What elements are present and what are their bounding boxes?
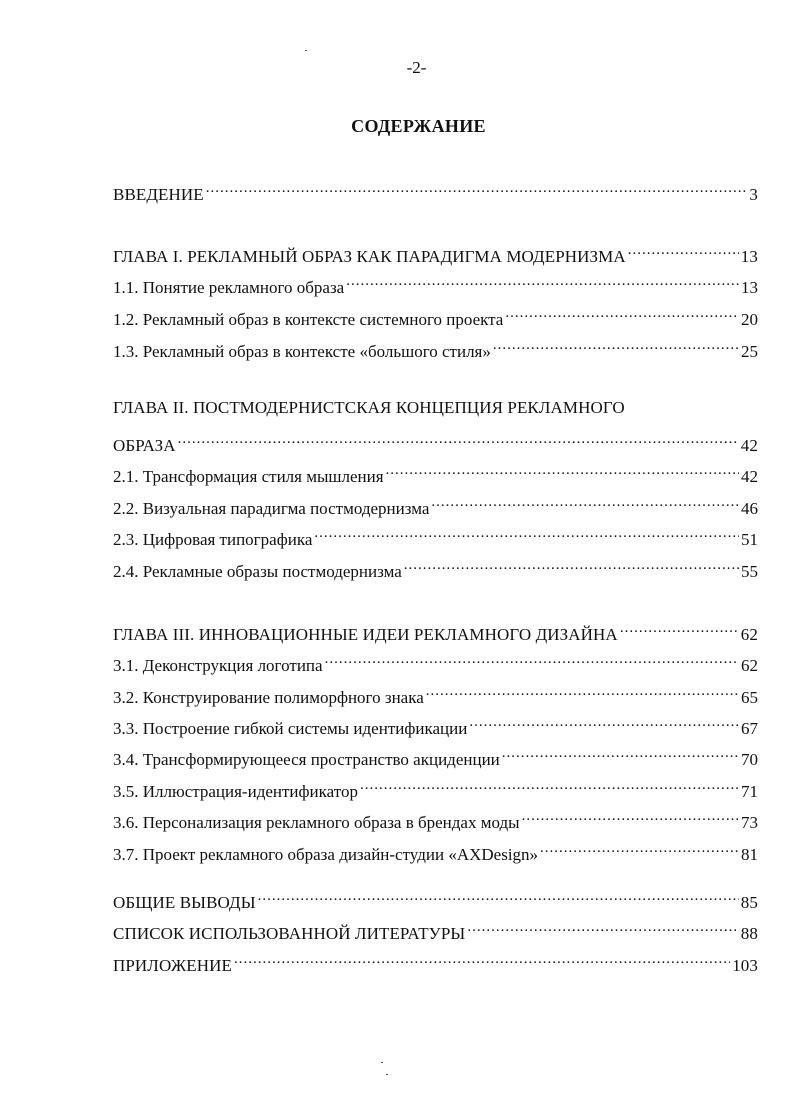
toc-entry-label: 1.3. Рекламный образ в контексте «большого стиля»: [113, 342, 491, 361]
toc-entry-page: 71: [741, 782, 758, 801]
toc-entry-section-2-3[interactable]: [113, 523, 758, 551]
toc-entry-section-3-3[interactable]: [113, 712, 758, 740]
toc-entry-section-3-7[interactable]: [113, 838, 758, 866]
dot-leader: [502, 743, 739, 765]
toc-entry-label: ГЛАВА III. ИННОВАЦИОННЫЕ ИДЕИ РЕКЛАМНОГО ДИЗАЙНА: [113, 625, 618, 644]
dot-leader: [505, 303, 739, 325]
page-number: -2-: [406, 58, 427, 77]
dot-leader: [346, 271, 739, 293]
toc-entry-section-1-1[interactable]: [113, 271, 758, 299]
toc-entry-section-2-1[interactable]: [113, 460, 758, 488]
toc-entry-label: СПИСОК ИСПОЛЬЗОВАННОЙ ЛИТЕРАТУРЫ: [113, 924, 466, 943]
toc-entry-label: 3.5. Иллюстрация-идентификатор: [113, 782, 358, 801]
toc-entry-label: ОБЩИЕ ВЫВОДЫ: [113, 893, 256, 912]
dot-leader: [258, 886, 739, 908]
toc-entry-page: 42: [741, 467, 758, 486]
toc-entry-label: 1.1. Понятие рекламного образа: [113, 278, 345, 297]
toc-entry-label: 1.2. Рекламный образ в контексте системного проекта: [113, 310, 504, 329]
toc-entry-chapter-3[interactable]: [113, 618, 758, 646]
toc-entry-label: ВВЕДЕНИЕ: [113, 185, 204, 204]
toc-entry-section-3-4[interactable]: [113, 743, 758, 771]
toc-entry-page: 81: [741, 845, 758, 864]
dot-leader: [469, 712, 739, 734]
toc-entry-page: 25: [741, 342, 758, 361]
dot-leader: [628, 240, 739, 262]
toc-entry-page: 88: [740, 924, 758, 943]
scan-speck: [381, 1062, 383, 1063]
toc-entry-page: 13: [740, 247, 758, 266]
toc-entry-page: 62: [740, 625, 758, 644]
toc-entry-label: 2.1. Трансформация стиля мышления: [113, 467, 384, 486]
toc-entry-page: 3: [749, 185, 758, 204]
toc-entry-section-3-6[interactable]: [113, 806, 758, 834]
toc-entry-intro[interactable]: [113, 178, 758, 206]
toc-entry-section-2-4[interactable]: [113, 555, 758, 583]
dot-leader: [314, 523, 739, 545]
toc-entry-label: 2.3. Цифровая типографика: [113, 530, 313, 549]
toc-entry-section-1-3[interactable]: [113, 335, 758, 363]
toc-entry-page: 65: [741, 688, 758, 707]
toc-entry-label: 3.4. Трансформирующееся пространство акциденции: [113, 750, 500, 769]
dot-leader: [467, 917, 738, 939]
toc-entry-chapter-1[interactable]: [113, 240, 758, 268]
toc-entry-section-3-2[interactable]: [113, 681, 758, 709]
dot-leader: [360, 775, 739, 797]
dot-leader: [426, 681, 739, 703]
toc-entry-page: 70: [741, 750, 758, 769]
toc-entry-label: 3.7. Проект рекламного образа дизайн-студии «AXDesign»: [113, 845, 539, 864]
toc-entry-page: 85: [740, 893, 758, 912]
toc-entry-section-3-5[interactable]: [113, 775, 758, 803]
toc-entry-bibliography[interactable]: [113, 917, 758, 945]
toc-entry-section-3-1[interactable]: [113, 649, 758, 677]
scan-speck: [386, 1074, 388, 1075]
toc-entry-label: ГЛАВА I. РЕКЛАМНЫЙ ОБРАЗ КАК ПАРАДИГМА МОДЕРНИЗМА: [113, 247, 626, 266]
toc-entry-page: 67: [741, 719, 758, 738]
dot-leader: [234, 949, 730, 971]
toc-entry-page: 13: [741, 278, 758, 297]
dot-leader: [620, 618, 739, 640]
toc-entry-page: 42: [740, 436, 758, 455]
toc-entry-page: 55: [741, 562, 758, 581]
toc-entry-page: 46: [741, 499, 758, 518]
scan-speck: [305, 50, 307, 51]
dot-leader: [206, 178, 748, 200]
dot-leader: [493, 335, 739, 357]
toc-entry-label: 3.1. Деконструкция логотипа: [113, 656, 323, 675]
dot-leader: [540, 838, 739, 860]
toc-entry-section-1-2[interactable]: [113, 303, 758, 331]
toc-entry-page: 62: [741, 656, 758, 675]
toc-entry-page: 103: [732, 956, 758, 975]
toc-entry-label: ОБРАЗА: [113, 436, 176, 455]
toc-entry-label: 3.2. Конструирование полиморфного знака: [113, 688, 424, 707]
toc-entry-appendix[interactable]: [113, 949, 758, 977]
dot-leader: [404, 555, 739, 577]
toc-entry-label: 2.2. Визуальная парадигма постмодернизма: [113, 499, 430, 518]
dot-leader: [431, 492, 739, 514]
dot-leader: [325, 649, 739, 671]
toc-entry-conclusions[interactable]: [113, 886, 758, 914]
toc-entry-label: 3.6. Персонализация рекламного образа в брендах моды: [113, 813, 520, 832]
dot-leader: [522, 806, 739, 828]
toc-entry-page: 73: [741, 813, 758, 832]
dot-leader: [386, 460, 739, 482]
toc-entry-label: ПРИЛОЖЕНИЕ: [113, 956, 232, 975]
toc-title: СОДЕРЖАНИЕ: [351, 116, 486, 136]
toc-entry-page: 20: [741, 310, 758, 329]
toc-entry-section-2-2[interactable]: [113, 492, 758, 520]
toc-chapter-2-title-line: ГЛАВА II. ПОСТМОДЕРНИСТСКАЯ КОНЦЕПЦИЯ РЕКЛАМНОГО: [113, 398, 625, 417]
toc-entry-label: 3.3. Построение гибкой системы идентификации: [113, 719, 468, 738]
dot-leader: [178, 429, 739, 451]
toc-entry-page: 51: [741, 530, 758, 549]
toc-entry-label: 2.4. Рекламные образы постмодернизма: [113, 562, 402, 581]
toc-entry-chapter-2[interactable]: [113, 429, 758, 457]
